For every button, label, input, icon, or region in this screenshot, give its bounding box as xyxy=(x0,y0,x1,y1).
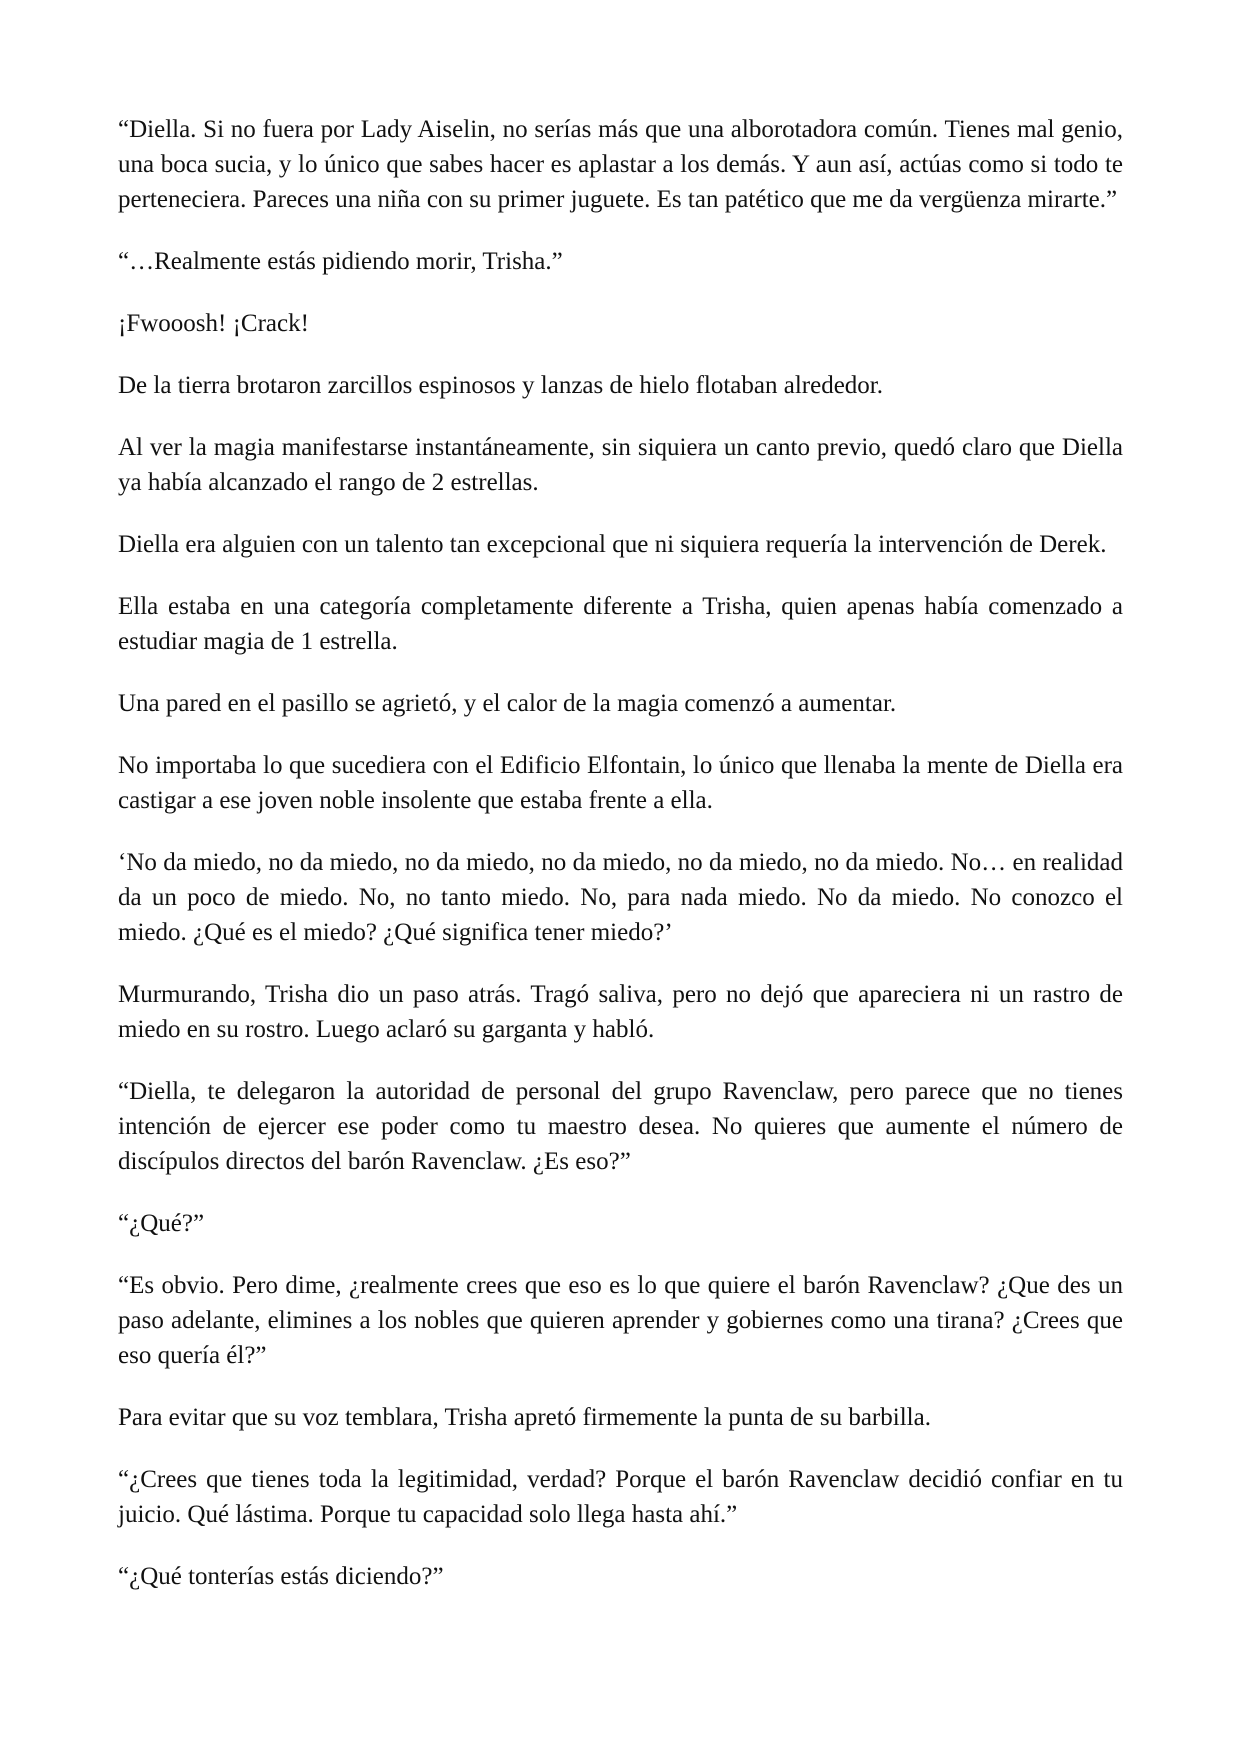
paragraph-11: Murmurando, Trisha dio un paso atrás. Tragó saliva, pero no dejó que apareciera ni un rastro de miedo en su rostro. Luego aclaró su garganta y habló. xyxy=(118,981,1123,1043)
paragraph-16: “¿Crees que tienes toda la legitimidad, verdad? Porque el barón Ravenclaw decidió confiar en tu juicio. Qué lástima. Porque tu capacidad solo llega hasta ahí.” xyxy=(118,1466,1123,1528)
paragraph-10: ‘No da miedo, no da miedo, no da miedo, no da miedo, no da miedo, no da miedo. No… en realidad da un poco de miedo. No, no tanto miedo. No, para nada miedo. No da miedo. No conozco el miedo. ¿Qué es el miedo? ¿Qué significa tener miedo?’ xyxy=(118,849,1123,946)
paragraph-1: “Diella. Si no fuera por Lady Aiselin, no serías más que una alborotadora común. Tienes mal genio, una boca sucia, y lo único que sabes hacer es aplastar a los demás. Y aun así, actúas como si todo te perteneciera. Pareces una niña con su primer juguete. Es tan patético que me da vergüenza mirarte.” xyxy=(118,116,1123,213)
paragraph-8: Una pared en el pasillo se agrietó, y el calor de la magia comenzó a aumentar. xyxy=(118,690,897,717)
paragraph-3: ¡Fwooosh! ¡Crack! xyxy=(118,310,309,337)
paragraph-14: “Es obvio. Pero dime, ¿realmente crees que eso es lo que quiere el barón Ravenclaw? ¿Que des un paso adelante, elimines a los nobles que quieren aprender y gobiernes como una tirana? ¿Crees que eso quería él?” xyxy=(118,1272,1123,1369)
paragraph-9: No importaba lo que sucediera con el Edificio Elfontain, lo único que llenaba la mente de Diella era castigar a ese joven noble insolente que estaba frente a ella. xyxy=(118,752,1123,814)
document-page xyxy=(118,112,1123,1621)
paragraph-6: Diella era alguien con un talento tan excepcional que ni siquiera requería la intervención de Derek. xyxy=(118,531,1107,558)
paragraph-15: Para evitar que su voz temblara, Trisha apretó firmemente la punta de su barbilla. xyxy=(118,1404,931,1431)
paragraph-13: “¿Qué?” xyxy=(118,1210,205,1237)
paragraph-4: De la tierra brotaron zarcillos espinosos y lanzas de hielo flotaban alrededor. xyxy=(118,372,883,399)
paragraph-7: Ella estaba en una categoría completamente diferente a Trisha, quien apenas había comenzado a estudiar magia de 1 estrella. xyxy=(118,593,1123,655)
paragraph-17: “¿Qué tonterías estás diciendo?” xyxy=(118,1563,444,1590)
paragraph-12: “Diella, te delegaron la autoridad de personal del grupo Ravenclaw, pero parece que no tienes intención de ejercer ese poder como tu maestro desea. No quieres que aumente el número de discípulos directos del barón Ravenclaw. ¿Es eso?” xyxy=(118,1078,1123,1175)
paragraph-5: Al ver la magia manifestarse instantáneamente, sin siquiera un canto previo, quedó claro que Diella ya había alcanzado el rango de 2 estrellas. xyxy=(118,434,1123,496)
paragraph-2: “…Realmente estás pidiendo morir, Trisha.” xyxy=(118,248,563,275)
